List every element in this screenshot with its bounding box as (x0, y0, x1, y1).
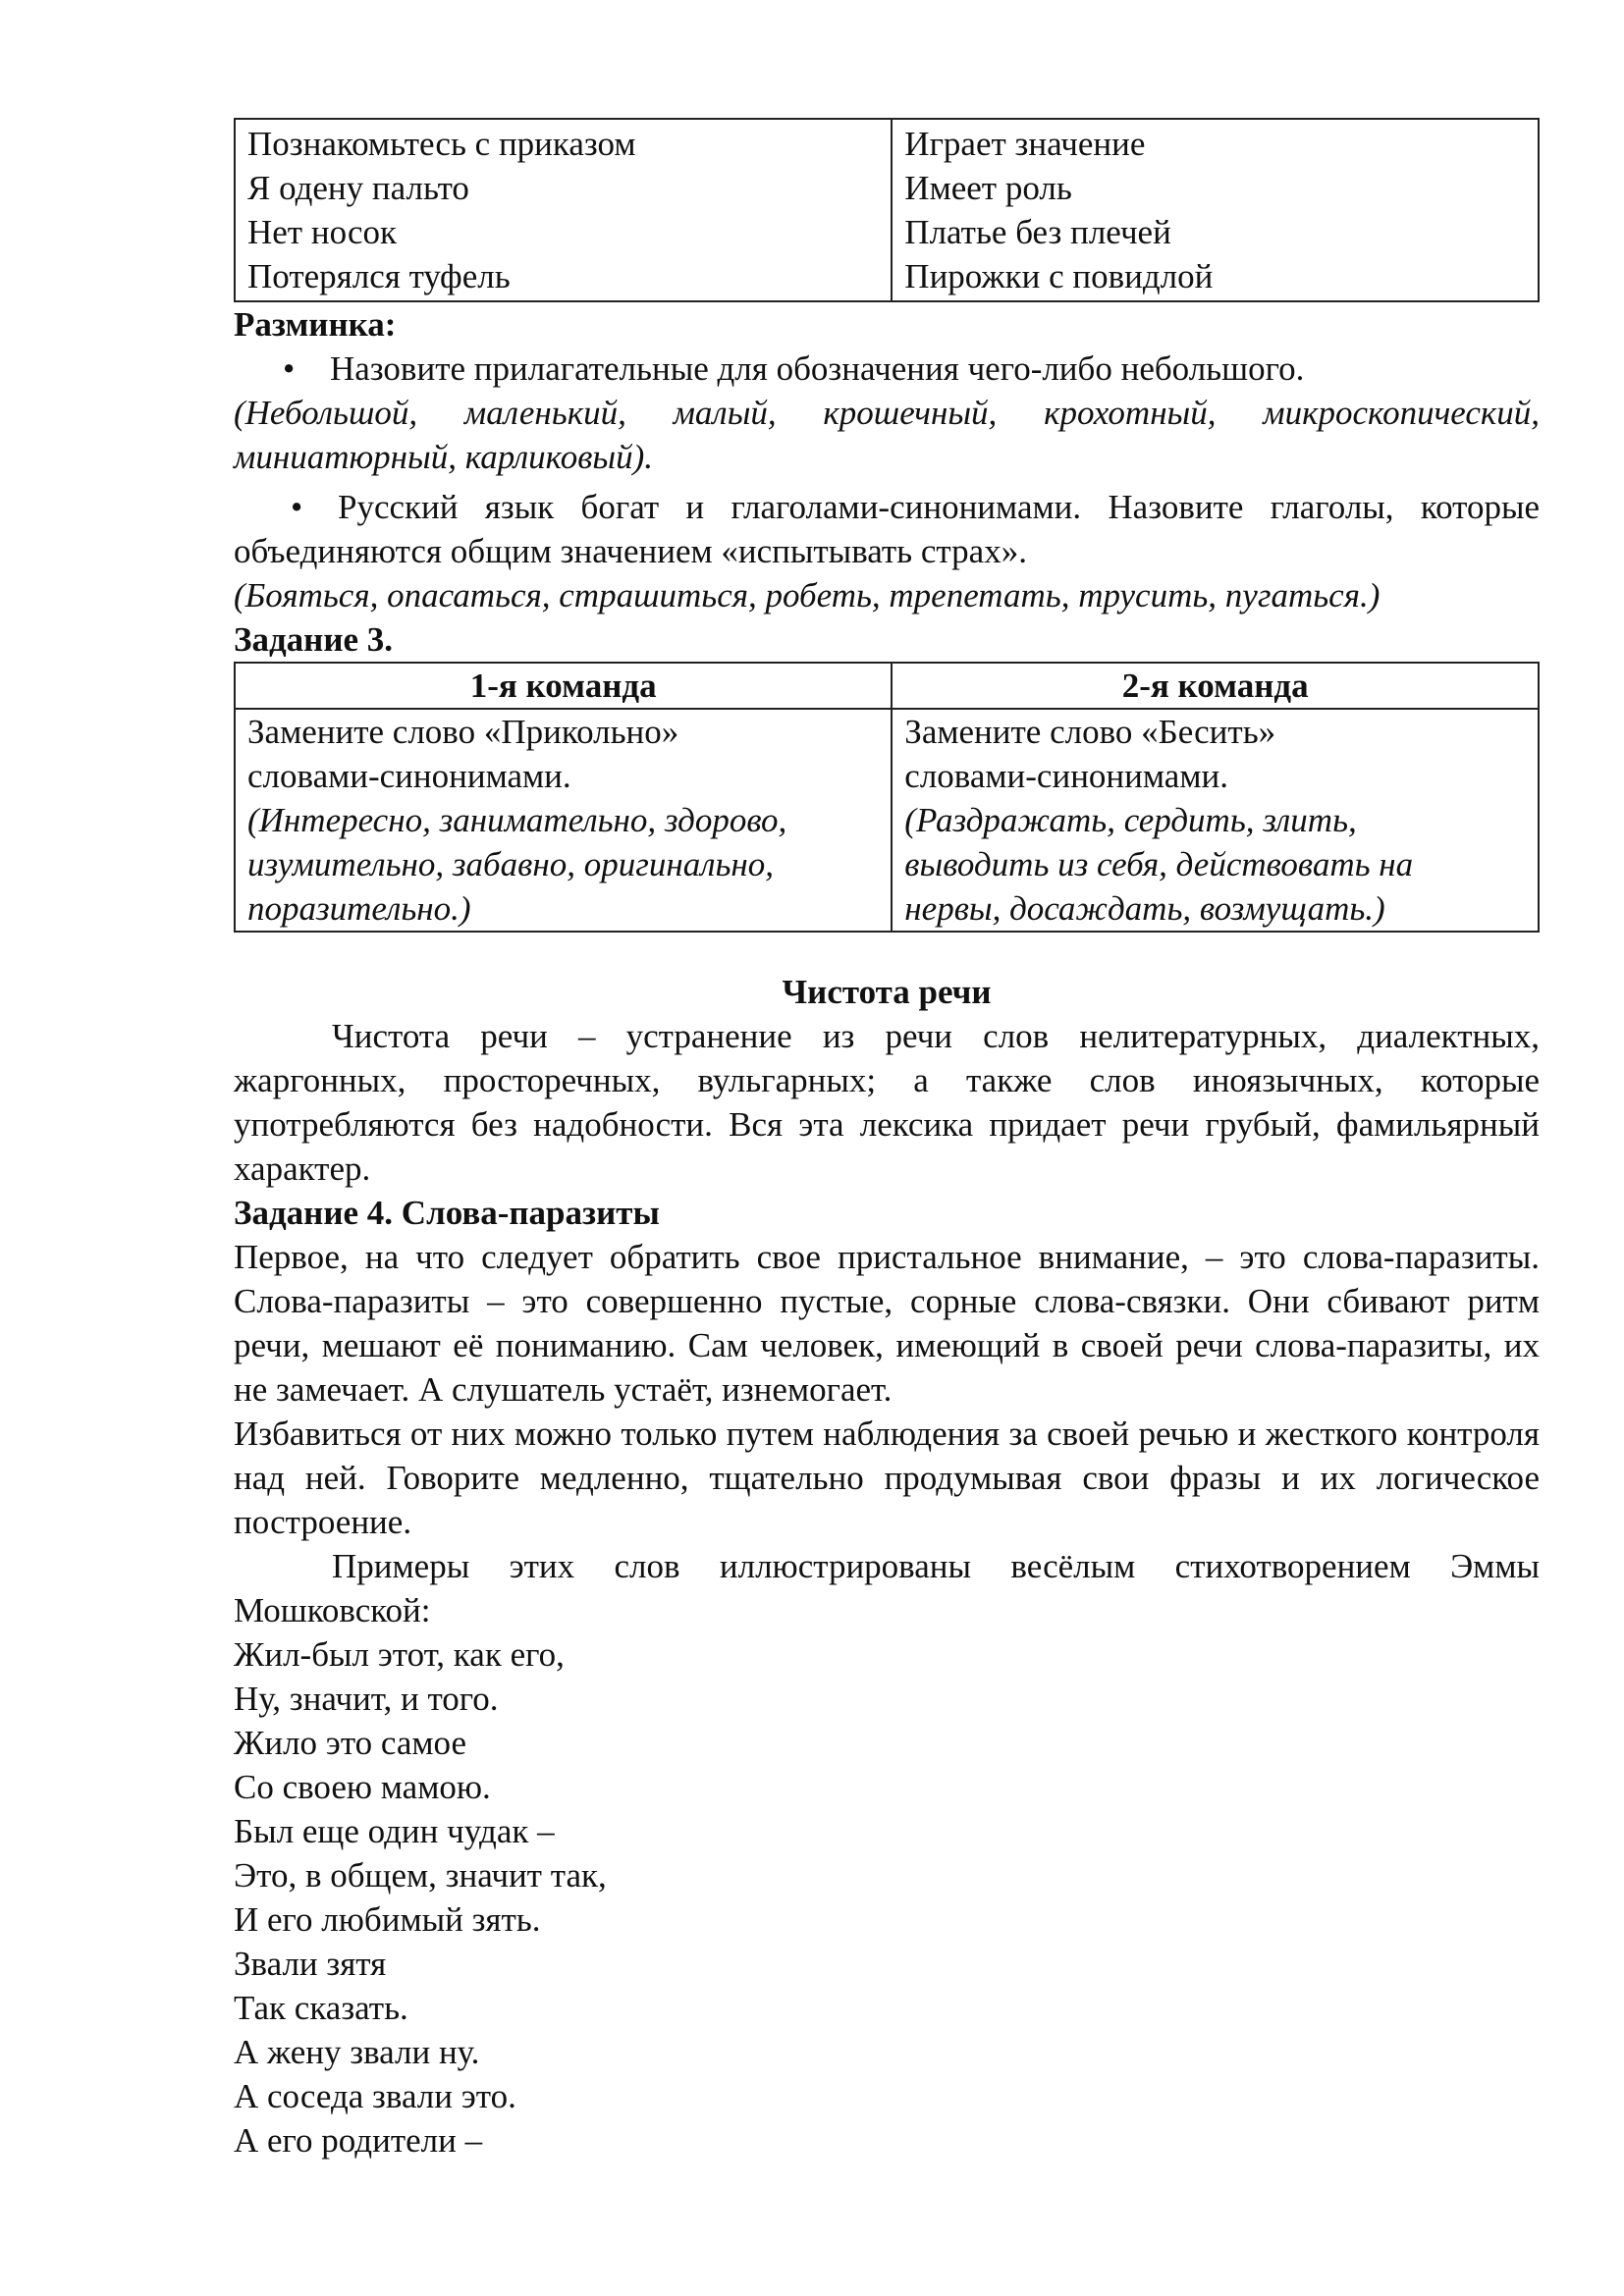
table-cell-text: Я одену пальто (247, 169, 469, 207)
team2-task-line: словами-синонимами. (904, 757, 1228, 795)
poem-line: Звали зятя (234, 1945, 387, 1983)
poem-line: А соседа звали это. (234, 2077, 516, 2115)
team1-task-line: словами-синонимами. (247, 757, 571, 795)
poem-line: И его любимый зять. (234, 1900, 541, 1939)
warmup-answer-1: (Небольшой, маленький, малый, крошечный, крохотный, микроскопический, миниатюрный, карликовый). (234, 394, 1540, 476)
warmup-item-1-text: Назовите прилагательные для обозначения чего-либо небольшого. (330, 349, 1305, 388)
table-row (235, 119, 1539, 301)
poem-line: Жил-был этот, как его, (234, 1635, 565, 1674)
warmup-item-2 (234, 485, 1540, 573)
purity-paragraph: Чистота речи – устранение из речи слов нелитературных, диалектных, жаргонных, просторечных, вульгарных; а также слов иноязычных, которые употребляются без надобности. Вся эта лексика придает речи грубый, фамильярный характер. (234, 1017, 1540, 1188)
team1-header: 1-я команда (235, 663, 892, 709)
table-cell-text: Играет значение (904, 125, 1146, 163)
team1-answer-line: изумительно, забавно, оригинально, (247, 845, 775, 883)
warmup-item-2-text: Русский язык богат и глаголами-синонимами. Назовите глаголы, которые объединяются общим значением «испытывать страх». (234, 488, 1540, 570)
page-content (234, 118, 1540, 2163)
task4-paragraph-3: Примеры этих слов иллюстрированы весёлым стихотворением Эммы Мошковской: (234, 1547, 1540, 1629)
errors-left-column (235, 119, 892, 301)
poem-line: Жило это самое (234, 1724, 467, 1762)
task3-table (234, 662, 1540, 933)
table-cell-text: Нет носок (247, 213, 397, 251)
team1-task-line: Замените слово «Прикольно» (247, 713, 679, 751)
table-header-row (235, 663, 1539, 709)
team2-answer-line: (Раздражать, сердить, злить, (904, 801, 1357, 839)
team1-answer-line: (Интересно, занимательно, здорово, (247, 801, 787, 839)
poem (234, 1632, 1540, 2163)
team2-answer-line: нервы, досаждать, возмущать.) (904, 889, 1385, 928)
table-cell-text: Платье без плечей (904, 213, 1171, 251)
task4-paragraph-2: Избавиться от них можно только путем наблюдения за своей речью и жесткого контроля над ней. Говорите медленно, тщательно продумывая свои фразы и их логическое построение. (234, 1415, 1540, 1541)
team1-cell (235, 709, 892, 932)
team1-answer-line: поразительно.) (247, 889, 471, 928)
poem-line: Был еще один чудак – (234, 1812, 555, 1850)
purity-title: Чистота речи (782, 973, 992, 1011)
poem-line: Со своею мамою. (234, 1768, 491, 1806)
table-cell-text: Познакомьтесь с приказом (247, 125, 636, 163)
poem-line: Ну, значит, и того. (234, 1680, 499, 1718)
poem-line: А его родители – (234, 2121, 483, 2160)
errors-table (234, 118, 1540, 302)
table-cell-text: Потерялся туфель (247, 257, 511, 295)
team2-cell (892, 709, 1539, 932)
warmup-answer-2: (Бояться, опасаться, страшиться, робеть, трепетать, трусить, пугаться.) (234, 576, 1380, 614)
table-cell-text: Пирожки с повидлой (904, 257, 1214, 295)
poem-line: А жену звали ну. (234, 2033, 480, 2071)
table-cell-text: Имеет роль (904, 169, 1072, 207)
bullet-icon: • (283, 349, 296, 388)
bullet-icon: • (291, 488, 303, 526)
team2-task-line: Замените слово «Бесить» (904, 713, 1276, 751)
poem-line: Так сказать. (234, 1989, 408, 2027)
team2-header: 2-я команда (892, 663, 1539, 709)
warmup-heading: Разминка: (234, 305, 397, 344)
table-row (235, 709, 1539, 932)
task3-heading: Задание 3. (234, 620, 394, 659)
poem-line: Это, в общем, значит так, (234, 1856, 607, 1895)
task4-paragraph-1: Первое, на что следует обратить свое пристальное внимание, – это слова-паразиты. Слова-паразиты – это совершенно пустые, сорные слова-связки. Они сбивают ритм речи, мешают её пониманию. Сам человек, имеющий в своей речи слова-паразиты, их не замечает. А слушатель устаёт, изнемогает. (234, 1238, 1540, 1409)
team2-answer-line: выводить из себя, действовать на (904, 845, 1414, 883)
warmup-item-1 (234, 347, 1540, 391)
errors-right-column (892, 119, 1539, 301)
task4-heading: Задание 4. Слова-паразиты (234, 1194, 660, 1232)
